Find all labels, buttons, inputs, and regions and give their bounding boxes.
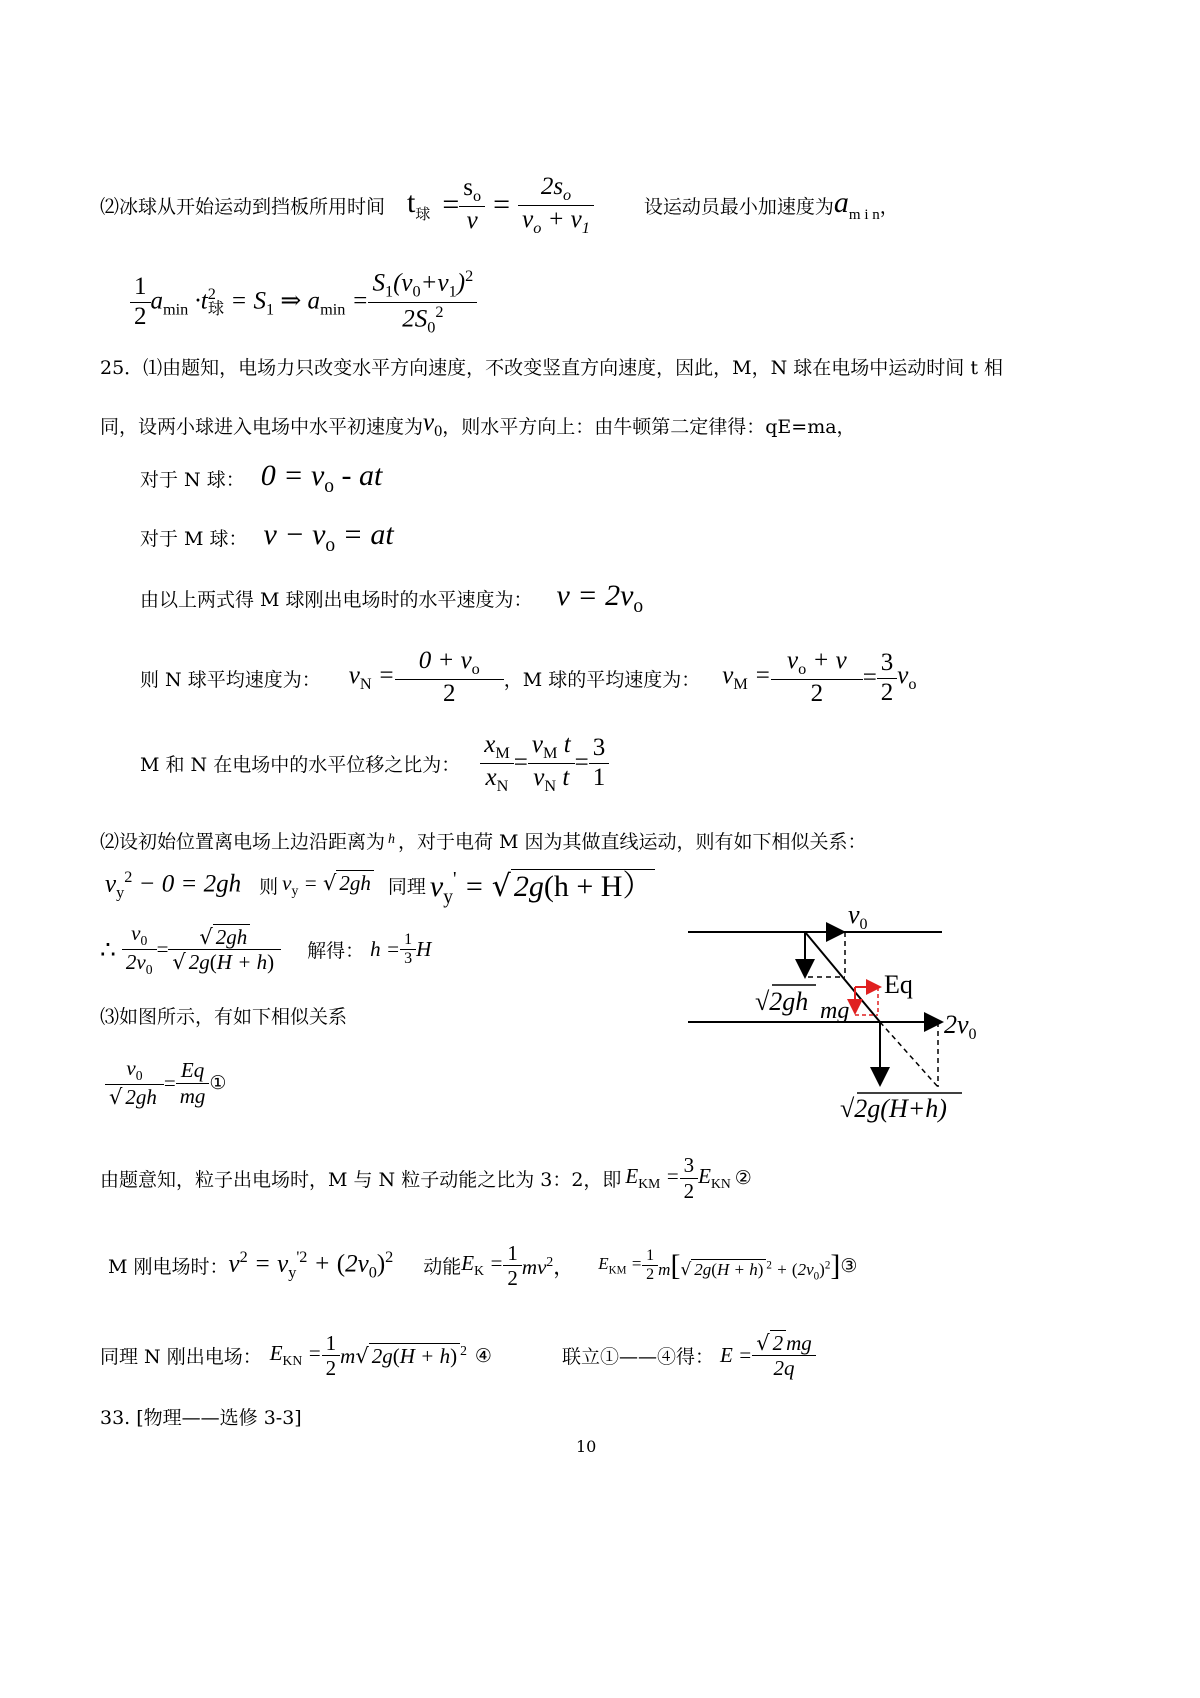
q25-line2: 同，设两小球进入电场中水平初速度为 $v_0$ ，则水平方向上：由牛顿第二定律得：qE=ma，: [100, 409, 856, 440]
t-ball-symbol: $t_球$: [407, 186, 431, 223]
force-velocity-diagram: [680, 895, 980, 1125]
ek-ratio-eq: 由题意知，粒子出电场时，M 与 N 粒子动能之比为 3：2，即 $E_{KM}$ = $\frac{3}{2}$ $E_{KN}$ ②: [100, 1153, 752, 1203]
p2-label: ⑵冰球从开始运动到挡板所用时间: [100, 195, 386, 218]
amin-symbol: $a_{m i n}$: [833, 186, 880, 223]
v0-label: $v_0$: [848, 900, 868, 933]
m-ball-eq: 对于 M 球： $v - v_o$ = at: [140, 517, 394, 556]
p2-line: ⑵冰球从开始运动到挡板所用时间 $t_球$ = $\frac{s_o}{v}$ = $\frac{2s_o}{v_o + v_1}$ 设运动员最小加速度为 $a_{m i n}$ ，: [100, 172, 899, 237]
q25-part2: ⑵设初始位置离电场上边沿距离为 h ，对于电荷 M 因为其做直线运动，则有如下相似关系：: [100, 830, 867, 853]
m-exit-energy-eq: M 刚电场时： $v^2 = v_y^{'2} + (2v_0)^2$ 动能 $E_K$ = $\frac{1}{2}$ $mv^2$， $E_{KM}$ = $\frac{1}{2}$ m[√ 2g(H + h) $^2 + (2v_0)^2$] ③: [108, 1240, 858, 1290]
s0-over-v-fraction: $\frac{s_o}{v}$: [459, 174, 485, 235]
vy-equations: $v_y^2 - 0 = 2gh$ 则 $v_y$ = √ 2gh 同理 $v_y'$ = √ 2g(h + H）: [105, 860, 655, 910]
2s0-fraction: $\frac{2s_o}{v_o + v_1}$: [518, 173, 594, 237]
amin-formula: $\frac{1}{2}$ $a_{min} \cdot t^2_球 = S_1$ ⇒ $a_{min}$ = $\frac{S_1(v_0+v_1)^2}{2S_0^2}$: [130, 262, 477, 342]
eq-label: Eq: [884, 970, 913, 999]
sqrt2gh-label: √2gh: [755, 987, 809, 1016]
avg-velocity-eq: 则 N 球平均速度为： $v_N$ = $\frac{0 + v_o}{2}$ ，M 球的平均速度为： $v_M$ = $\frac{v_o + v}{2}$ = $\frac{3}{2}$ $v_o$: [140, 647, 917, 707]
n-ball-eq: 对于 N 球： $0 = v_o$ - at: [140, 458, 383, 497]
2v0-label: $2v_0$: [944, 1010, 977, 1043]
q33-heading: 33. [物理——选修 3-3]: [100, 1407, 302, 1429]
mg-label: mg: [820, 998, 850, 1024]
q25-line1: 25．⑴由题知，电场力只改变水平方向速度，不改变竖直方向速度，因此，M，N 球在电场中运动时间 t 相: [100, 357, 1004, 379]
ratio-v0-eq: ∴ $\frac{v_0}{2v_0}$ = $\frac{√ 2gh}{√ 2g(H + h)}$ 解得： h = $\frac{1}{3}$ H: [100, 921, 432, 978]
n-exit-energy-eq: 同理 N 刚出电场： $E_{KN}$ = $\frac{1}{2}$ m√ 2g(H + h) $^2$ ④ 联立①——④得： E = $\frac{√ 2 mg}{2q}$: [100, 1318, 816, 1393]
similar-relation-1: $\frac{v_0}{√ 2gh}$ = $\frac{Eq}{mg}$ ①: [105, 1048, 226, 1118]
m-exit-eq: 由以上两式得 M 球刚出电场时的水平速度为： $v = 2v_o$: [140, 578, 644, 617]
p2-amin-label: 设运动员最小加速度为: [643, 195, 834, 218]
displacement-ratio-eq: M 和 N 在电场中的水平位移之比为： $\frac{x_M}{x_N}$ = $\frac{v_M t}{v_N t}$ = $\frac{3}{1}$: [140, 723, 609, 803]
q25-part3: ⑶如图所示，有如下相似关系: [100, 1006, 348, 1028]
page-number: 10: [576, 1437, 597, 1456]
sqrt2gHh-label: √2g(H+h): [840, 1094, 947, 1123]
